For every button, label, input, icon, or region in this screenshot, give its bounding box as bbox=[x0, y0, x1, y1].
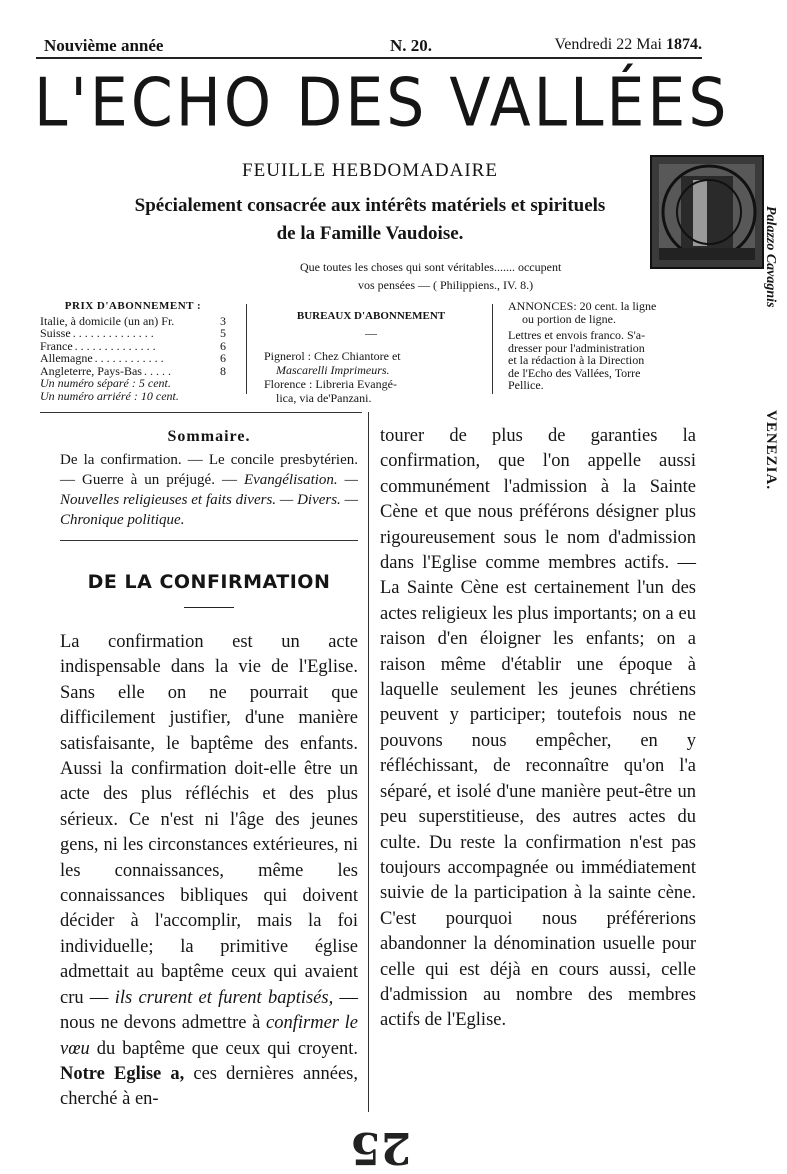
edition-label: Nouvième année bbox=[44, 36, 164, 55]
ads-line: ou portion de ligne. bbox=[522, 311, 616, 326]
offices-line: Florence : Libreria Evangé- bbox=[264, 377, 397, 391]
offices-line: Mascarelli Imprimeurs. bbox=[276, 363, 390, 377]
left-italic-2: confirmer le vœu bbox=[60, 1013, 358, 1059]
issue-date bbox=[554, 36, 702, 54]
price-value: 3 bbox=[220, 313, 226, 328]
sommaire-part-2: Evangélisation. — Nouvelles religieuses et faits divers. — Divers. — Chronique politique. bbox=[60, 472, 358, 528]
ads-line: et la rédaction à la Direction bbox=[508, 353, 645, 367]
motto-line-2: vos pensées — ( Philippiens., IV. 8.) bbox=[358, 278, 534, 292]
left-text-3: du baptême que ceux qui croyent. bbox=[89, 1038, 358, 1059]
issue-date-year: 1874. bbox=[666, 36, 702, 53]
price-value: 6 bbox=[220, 351, 226, 365]
sommaire-part-1: De la confirmation. — Le concile presbytérien. — Guerre à un préjugé. — bbox=[60, 452, 358, 488]
back-issue-price: Un numéro arriéré : 10 cent. bbox=[40, 388, 179, 403]
price-label: Italie, à domicile (un an) Fr. bbox=[40, 313, 175, 328]
offices-line: Pignerol : Chez Chiantore et bbox=[264, 349, 401, 363]
left-column bbox=[60, 428, 358, 1113]
single-issue-price: Un numéro séparé : 5 cent. bbox=[40, 376, 171, 390]
margin-note-palazzo: Palazzo Cavagnis bbox=[763, 206, 778, 308]
column-divider bbox=[368, 412, 369, 1112]
info-boxes bbox=[40, 299, 720, 405]
box-divider bbox=[246, 304, 247, 394]
article-body-right bbox=[380, 424, 696, 1034]
article-title: DE LA CONFIRMATION bbox=[87, 571, 331, 593]
boxes-bottom-rule bbox=[40, 412, 362, 413]
issue-date-day: Vendredi 22 Mai bbox=[554, 36, 666, 53]
offices-dash: — bbox=[365, 325, 377, 340]
sommaire-text bbox=[60, 450, 358, 530]
title-dash bbox=[184, 607, 234, 608]
newspaper-tagline bbox=[60, 192, 680, 248]
offices-title: BUREAUX D'ABONNEMENT bbox=[296, 310, 446, 322]
newspaper-title: L'ECHO DES VALLÉES bbox=[34, 64, 730, 143]
price-label: Allemagne bbox=[40, 351, 93, 365]
price-row: Allemagne . . . . . . . . . . . . 6 bbox=[40, 351, 226, 365]
price-row: Angleterre, Pays-Bas . . . . . 8 bbox=[40, 363, 226, 378]
ads-line: ANNONCES: 20 cent. la ligne bbox=[508, 299, 657, 313]
sommaire-heading: Sommaire. bbox=[167, 428, 251, 445]
right-column bbox=[380, 424, 696, 1034]
offices-body bbox=[264, 349, 478, 405]
subscription-title: PRIX D'ABONNEMENT : bbox=[64, 300, 202, 312]
ads-line: Lettres et envois franco. S'a- bbox=[508, 328, 646, 342]
price-row: France . . . . . . . . . . . . . . 6 bbox=[40, 338, 226, 353]
motto-line-1: Que toutes les choses qui sont véritables....... occupent bbox=[300, 260, 562, 274]
left-bold: Notre Eglise a, bbox=[60, 1063, 185, 1084]
article-body-left bbox=[60, 630, 358, 1113]
subscription-offices bbox=[264, 300, 478, 405]
price-row: Suisse . . . . . . . . . . . . . . 5 bbox=[40, 326, 226, 340]
issue-info-line bbox=[30, 36, 702, 56]
ads-line: Pellice. bbox=[508, 378, 544, 392]
advertising-info bbox=[508, 300, 708, 396]
newspaper-subtitle: FEUILLE HEBDOMADAIRE bbox=[242, 160, 498, 181]
box-divider bbox=[492, 304, 493, 394]
left-text-1: La confirmation est un acte indispensable dans la vie de l'Eglise. Sans elle on ne pourrait que difficilement justifier, d'une manière satisfaisante, le baptême des enfants. Aussi la confirmation doit-elle être un acte des plus réfléchis et des plus sérieux. Ce n'est ni l'âge des jeunes gens, ni les circonstances extérieures, ni les connaissances, même les connaissances bibliques qui doivent décider à l'accomplir, mais la foi individuelle; la primitive église admettait au baptême ceux qui avaient cru — bbox=[60, 632, 358, 1008]
subscription-prices bbox=[40, 300, 226, 402]
price-label: Angleterre, Pays-Bas bbox=[40, 363, 142, 378]
price-value: 5 bbox=[220, 326, 226, 340]
left-italic-1: ils crurent et furent baptisés, bbox=[114, 987, 334, 1008]
top-rule bbox=[36, 57, 702, 59]
right-text: tourer de plus de garanties la confirmation, que l'on appelle aussi communément l'admission à la Sainte Cène et que nous préférons désigner plus rigoureusement sous le nom d'admission dans l'Eglise comme membres actifs. — La Sainte Cène est certainement l'un des actes religieux les plus importants; on a eu raison d'en éloigner les enfants; on a raison même d'établir une époque à laquelle seulement les jeunes chrétiens peuvent y participer; toutefois nous ne pouvons nous empêcher, en y réfléchissant, de reconnaître qu'on l'a séparé, et isolé d'une manière peut-être un peu superstitieuse, des autres actes du culte. Du reste la confirmation n'est pas toujours accompagnée ou immédiatement suivie de la participation à la sainte cène. C'est pourquoi nous préférerions abandonner la dénomination usuelle pour celle qui est déjà en cours aussi, celle d'admission au nombre des membres actifs de l'Eglise. bbox=[380, 426, 696, 1031]
offices-line: lica, via de'Panzani. bbox=[276, 391, 372, 405]
tagline-line-1: Spécialement consacrée aux intérêts matériels et spirituels bbox=[134, 195, 606, 216]
price-label: Suisse bbox=[40, 326, 71, 340]
margin-note-venezia: VENEZIA. bbox=[763, 410, 779, 491]
tagline-line-2: de la Famille Vaudoise. bbox=[276, 223, 464, 244]
left-text-4: ces dernières années, cherché à en- bbox=[60, 1063, 359, 1110]
ads-line: de l'Echo des Vallées, Torre bbox=[508, 365, 641, 380]
price-value: 8 bbox=[220, 363, 226, 378]
price-label: France bbox=[40, 338, 73, 353]
motto bbox=[300, 258, 700, 294]
sommaire-rule bbox=[60, 540, 358, 541]
left-text-2: — nous ne devons admettre à bbox=[60, 987, 359, 1034]
issue-number: N. 20. bbox=[390, 36, 433, 55]
page-number: 25 bbox=[350, 1122, 412, 1173]
price-value: 6 bbox=[220, 338, 226, 353]
postage-stamp-icon bbox=[645, 150, 777, 278]
ads-line: dresser pour l'administration bbox=[508, 340, 645, 355]
